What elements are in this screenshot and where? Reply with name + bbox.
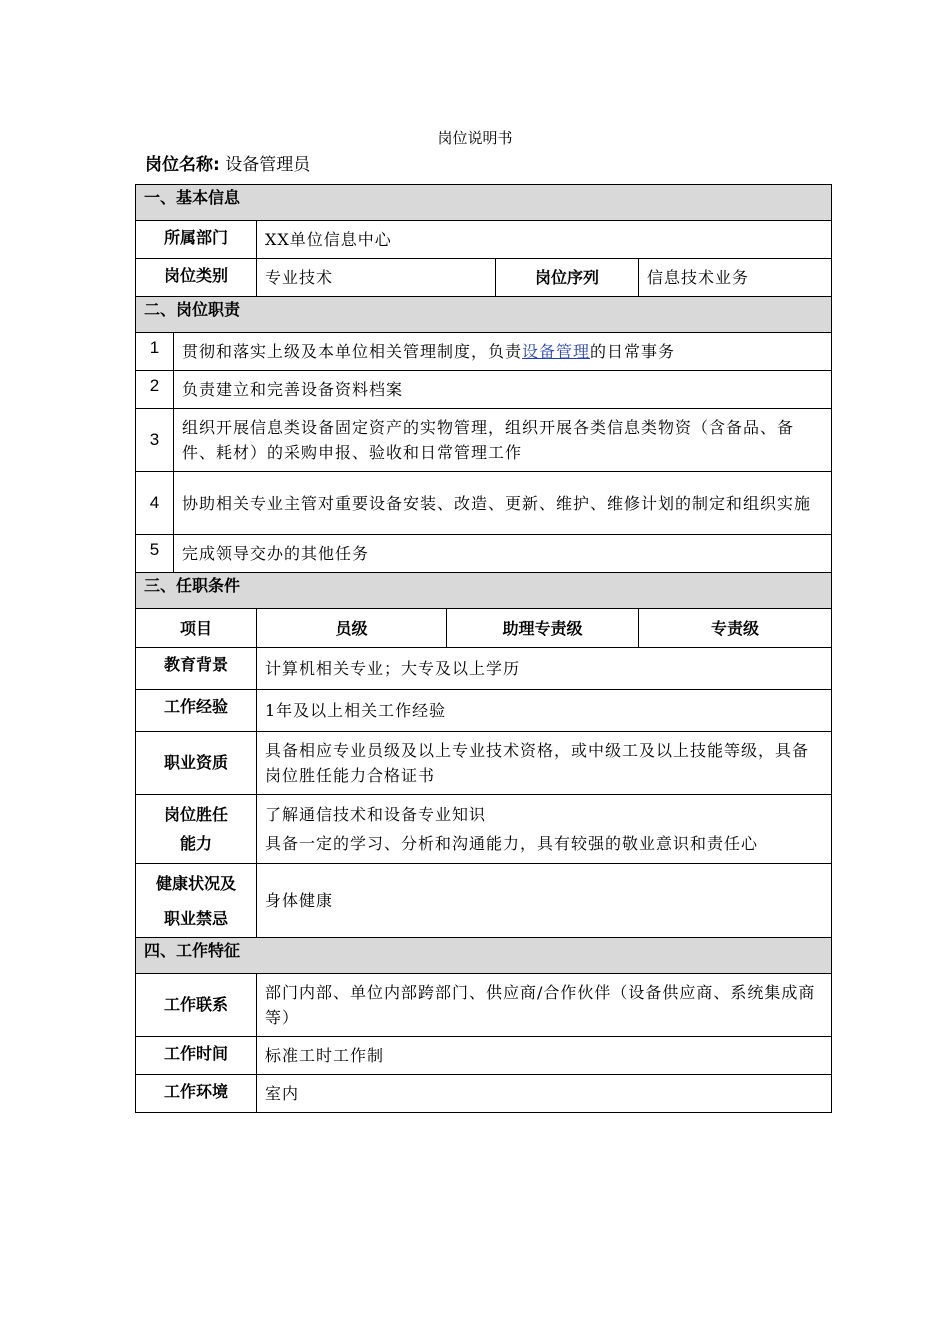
experience-label: 工作经验 [136, 690, 257, 732]
header-item: 项目 [136, 609, 257, 648]
requirement-row [136, 690, 832, 732]
post-name-label: 岗位名称: [145, 155, 220, 175]
post-name-value: 设备管理员 [225, 155, 311, 175]
requirements-header-row [136, 609, 832, 648]
education-value: 计算机相关专业；大专及以上学历 [257, 648, 832, 690]
contacts-value: 部门内部、单位内部跨部门、供应商/合作伙伴（设备供应商、系统集成商等） [257, 974, 832, 1037]
environment-label: 工作环境 [136, 1075, 257, 1113]
header-specialist-level: 专责级 [639, 609, 832, 648]
duty-text: 负责建立和完善设备资料档案 [174, 371, 832, 409]
job-description-table [135, 184, 832, 1113]
contacts-label: 工作联系 [136, 974, 257, 1037]
competency-label-line1: 岗位胜任 [163, 805, 228, 824]
work-hours-label: 工作时间 [136, 1037, 257, 1075]
sequence-value: 信息技术业务 [639, 259, 832, 297]
equipment-management-link[interactable]: 设备管理 [522, 342, 591, 361]
feature-row [136, 1037, 832, 1075]
health-label-line1: 健康状况及 [155, 873, 236, 893]
sequence-label: 岗位序列 [496, 259, 639, 297]
experience-value: 1年及以上相关工作经验 [257, 690, 832, 732]
feature-row [136, 974, 832, 1037]
education-label: 教育背景 [136, 648, 257, 690]
competency-label [136, 795, 257, 864]
duty-text: 组织开展信息类设备固定资产的实物管理，组织开展各类信息类物资（含备品、备件、耗材）的采购申报、验收和日常管理工作 [174, 409, 832, 472]
work-hours-value: 标准工时工作制 [257, 1037, 832, 1075]
competency-value-line1: 了解通信技术和设备专业知识 [265, 805, 487, 824]
duty-number: 1 [136, 333, 174, 371]
duty-number: 4 [136, 472, 174, 535]
competency-label-line2: 能力 [179, 834, 212, 853]
qualification-label: 职业资质 [136, 732, 257, 795]
duty-row [136, 535, 832, 573]
duty-row [136, 409, 832, 472]
duty-text [174, 333, 832, 371]
health-label [136, 864, 257, 938]
section-basic-info: 一、基本信息 [136, 185, 832, 221]
duty-text-pre: 贯彻和落实上级及本单位相关管理制度，负责 [182, 342, 523, 361]
competency-value-line2: 具备一定的学习、分析和沟通能力，具有较强的敬业意识和责任心 [265, 834, 759, 853]
requirement-row [136, 732, 832, 795]
header-assistant-level: 助理专责级 [447, 609, 639, 648]
duty-number: 5 [136, 535, 174, 573]
feature-row [136, 1075, 832, 1113]
environment-value: 室内 [257, 1075, 832, 1113]
post-name-line [145, 150, 310, 175]
header-staff-level: 员级 [257, 609, 447, 648]
health-value: 身体健康 [257, 864, 832, 938]
category-label: 岗位类别 [136, 259, 257, 297]
dept-label: 所属部门 [136, 221, 257, 259]
duty-text: 协助相关专业主管对重要设备安装、改造、更新、维护、维修计划的制定和组织实施 [174, 472, 832, 535]
section-requirements: 三、任职条件 [136, 573, 832, 609]
requirement-row [136, 648, 832, 690]
duty-text: 完成领导交办的其他任务 [174, 535, 832, 573]
duty-row [136, 472, 832, 535]
category-value: 专业技术 [257, 259, 496, 297]
section-work-features: 四、工作特征 [136, 938, 832, 974]
duty-row [136, 333, 832, 371]
competency-value [257, 795, 832, 864]
duty-row [136, 371, 832, 409]
duty-number: 3 [136, 409, 174, 472]
document-title: 岗位说明书 [437, 129, 513, 147]
health-label-line2: 职业禁忌 [163, 908, 228, 928]
requirement-row [136, 864, 832, 938]
duty-text-post: 的日常事务 [590, 342, 676, 361]
requirement-row [136, 795, 832, 864]
section-duties: 二、岗位职责 [136, 297, 832, 333]
dept-value: XX单位信息中心 [257, 221, 832, 259]
duty-number: 2 [136, 371, 174, 409]
qualification-value: 具备相应专业员级及以上专业技术资格，或中级工及以上技能等级，具备岗位胜任能力合格证书 [257, 732, 832, 795]
